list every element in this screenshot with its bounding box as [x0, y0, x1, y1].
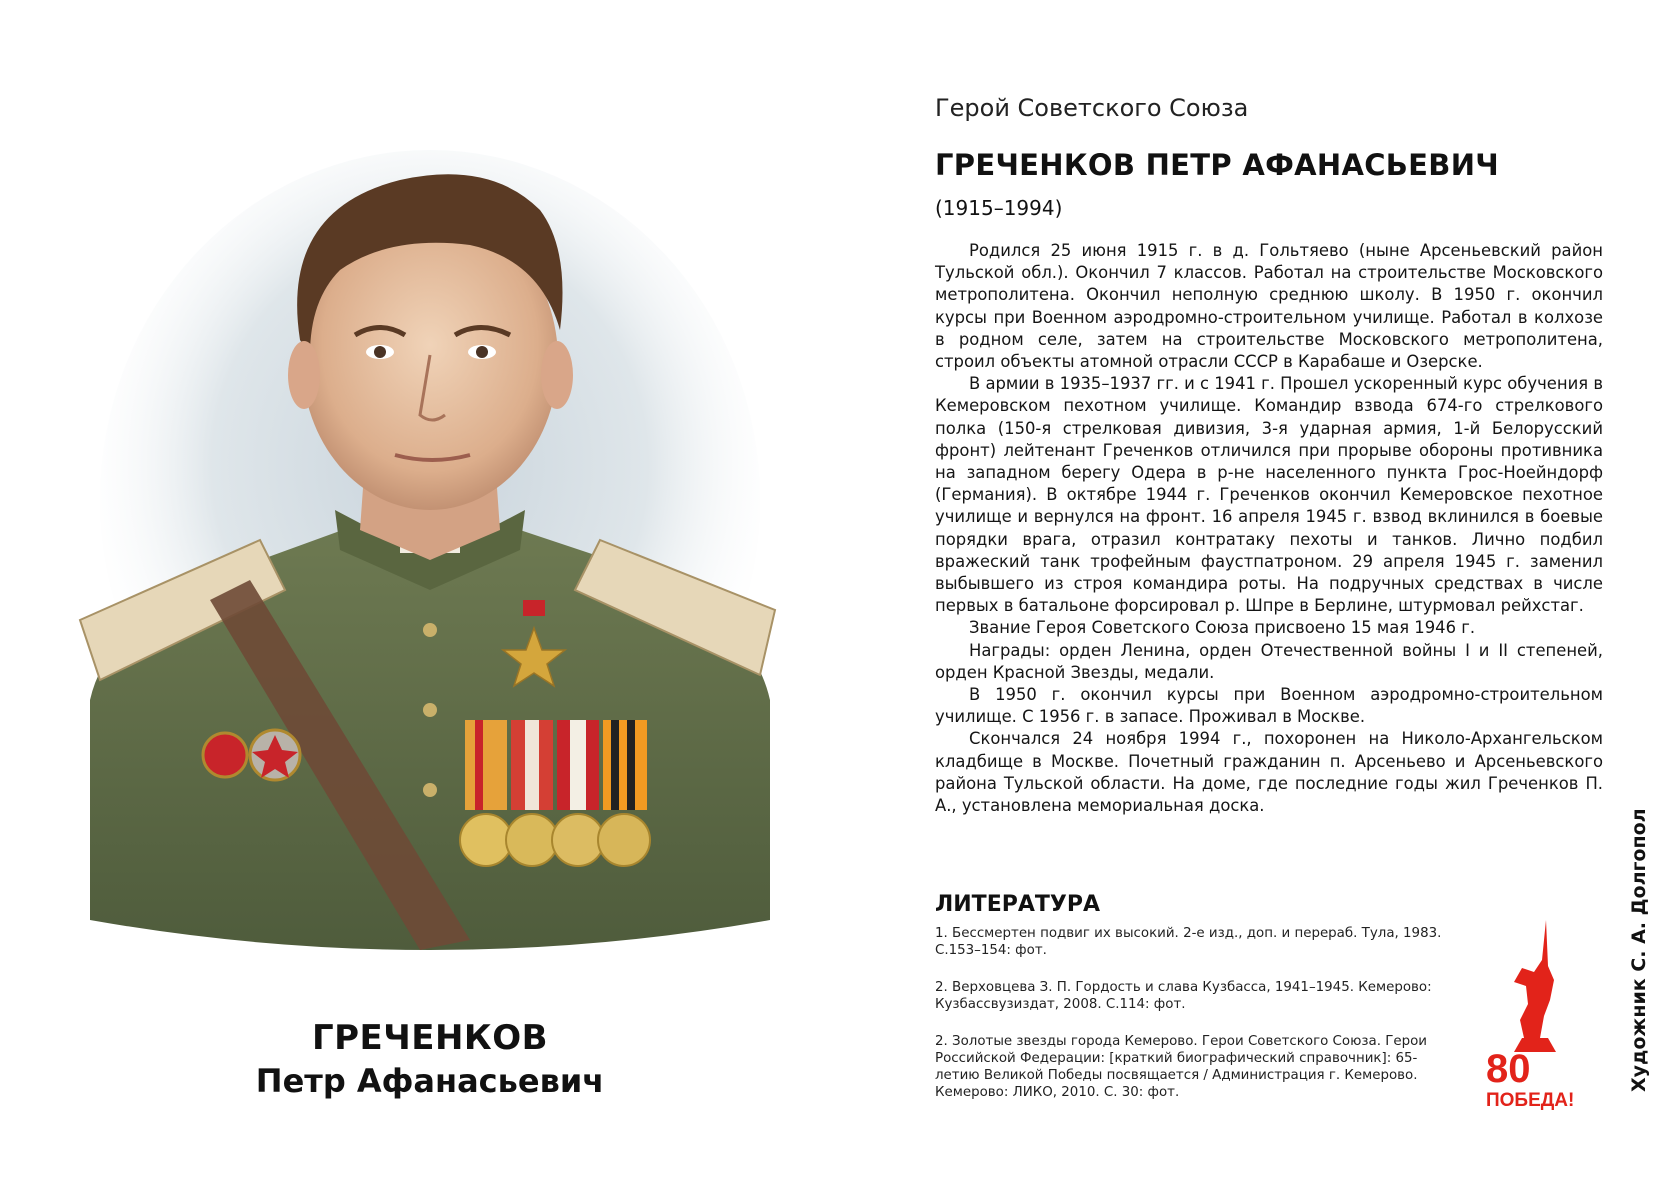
order-badge [203, 733, 247, 777]
name-heading: ГРЕЧЕНКОВ ПЕТР АФАНАСЬЕВИЧ [935, 148, 1499, 182]
bio-paragraph: Звание Героя Советского Союза присвоено 15 мая 1946 г. [969, 618, 1476, 638]
bio-paragraph: В 1950 г. окончил курсы при Военном аэродромно-строительном училище. С 1956 г. в запасе. Проживал в Москве. [935, 685, 1603, 727]
portrait-given-names: Петр Афанасьевич [255, 1062, 605, 1100]
bio-paragraph: Родился 25 июня 1915 г. в д. Гольтяево (ныне Арсеньевский район Тульской обл.). Окончил 7 классов. Работал на строительстве Московского метрополитена. Окончил неполную среднюю школу. В 1950 г. окончил курсы при Военном аэродромно-строительном училище. Работал в колхозе в родном селе, затем на строительстве Московского метрополитена, строил объекты атомной отрасли СССР в Карабаше и Озерске. [935, 241, 1603, 372]
portrait-surname: ГРЕЧЕНКОВ [311, 1018, 549, 1058]
logo-caption: ПОБЕДА! [1486, 1090, 1575, 1110]
motherland-statue-icon [1514, 920, 1554, 1038]
medal [460, 814, 512, 866]
medal [552, 814, 604, 866]
portrait-illustration [70, 140, 790, 970]
victory-80-logo [1484, 920, 1580, 1110]
bio-paragraph: Скончался 24 ноября 1994 г., похоронен на Николо-Архангельском кладбище в Москве. Почетный гражданин п. Арсеньево и Арсеньевского района Тульской области. На доме, где последние годы жил Греченков П. А., установлена мемориальная доска. [935, 729, 1603, 816]
literature-list [935, 925, 1455, 1121]
medal [506, 814, 558, 866]
literature-item: 2. Золотые звезды города Кемерово. Герои Советского Союза. Герои Российской Федерации: [краткий биографический справочник]: 65-летию Великой Победы посвящается / Администрация г. Кемерово. Кемерово: ЛИКО, 2010. С. 30: фот. [935, 1034, 1428, 1100]
biography [935, 240, 1603, 817]
medal [598, 814, 650, 866]
literature-item: 2. Верховцева З. П. Гордость и слава Кузбасса, 1941–1945. Кемерово: Кузбассвузиздат, 2008. С.114: фот. [935, 980, 1432, 1012]
life-years: (1915–1994) [935, 196, 1063, 220]
hero-title-tag: Герой Советского Союза [935, 94, 1249, 122]
bio-paragraph: Награды: орден Ленина, орден Отечественной войны I и II степеней, орден Красной Звезды, медали. [935, 640, 1603, 682]
literature-item: 1. Бессмертен подвиг их высокий. 2-е изд., доп. и перераб. Тула, 1983. С.153–154: фот. [935, 926, 1442, 958]
artist-credit: Художник С. А. Долгопол [1628, 808, 1650, 1092]
bio-paragraph: В армии в 1935–1937 гг. и с 1941 г. Прошел ускоренный курс обучения в Кемеровском пехотном училище. Командир взвода 674-го стрелкового полка (150-я стрелковая дивизия, 3-я ударная армия, 1-й Белорусский фронт) лейтенант Греченков отличился при прорыве обороны противника на западном берегу Одера в р-не населенного пункта Грос-Ноейндорф (Германия). В октябре 1944 г. Греченков окончил Кемеровское пехотное училище и вернулся на фронт. 16 апреля 1945 г. взвод вклинился в боевые порядки врага, отразил контратаку пехоты и танков. Лично подбил вражеский танк трофейным фаустпатроном. 29 апреля 1945 г. заменил выбывшего из строя командира роты. На подручных средствах в числе первых в батальоне форсировал р. Шпре в Берлине, штурмовал рейхстаг. [935, 374, 1603, 616]
literature-heading: ЛИТЕРАТУРА [935, 892, 1100, 917]
logo-number: 80 [1486, 1047, 1531, 1091]
